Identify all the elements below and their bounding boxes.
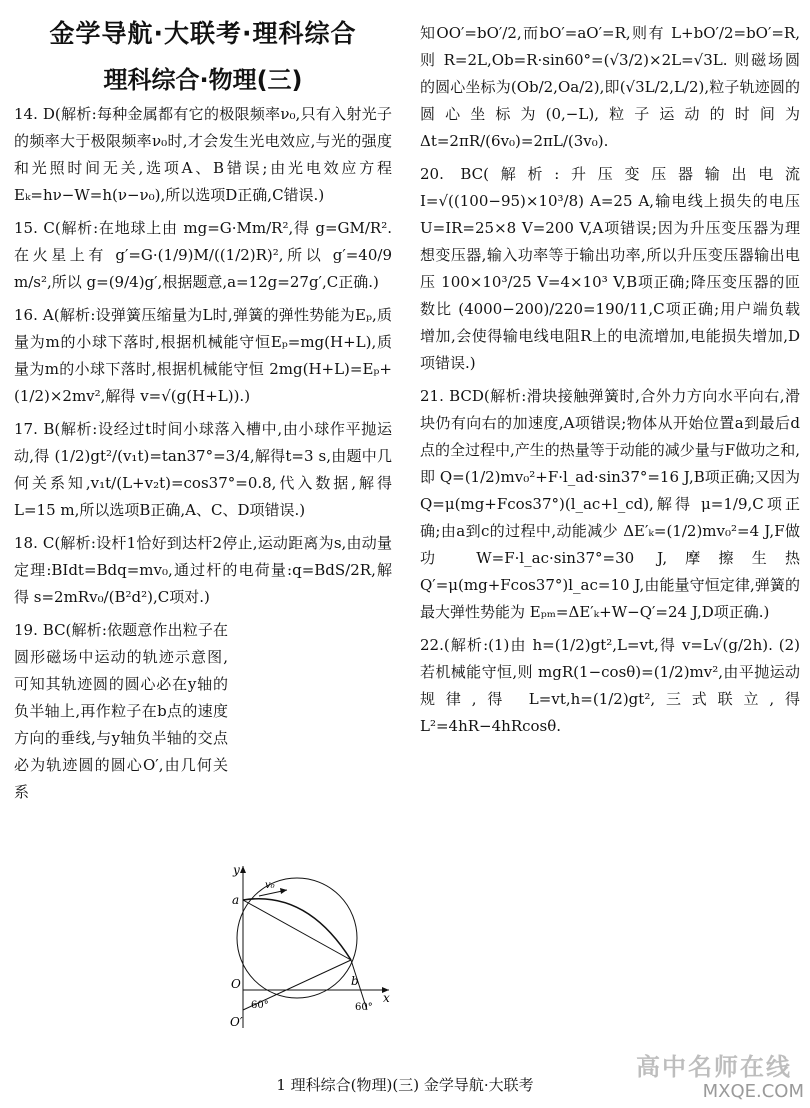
- label-v0: v₀: [265, 880, 275, 891]
- right-column: [420, 0, 800, 740]
- page-title: 金学导航·大联考·理科综合: [49, 19, 357, 48]
- label-angle-left: 60°: [251, 1000, 269, 1011]
- y-axis-arrow: [240, 866, 246, 873]
- page-footer: 1 理科综合(物理)(三) 金学导航·大联考: [276, 1076, 534, 1094]
- answer-q19-continued: 知OO′=bO′/2,而bO′=aO′=R,则有 L+bO′/2=bO′=R,则 R=2L,Ob=R·sin60°=(√3/2)×2L=√3L. 则磁场圆的圆心坐标为(Ob/2,Oa/2),即(√3L/2,L/2),粒子轨迹圆的圆心坐标为(0,−L),粒子运动的时间为 Δt=2πR/(6v₀)=2πL/(3v₀).: [420, 24, 800, 150]
- label-angle-right: 60°: [355, 1002, 373, 1013]
- answer-q19: 19. BC(解析:依题意作出粒子在圆形磁场中运动的轨迹示意图,可知其轨迹圆的圆心必在y轴的负半轴上,再作粒子在b点的速度方向的垂线,与y轴负半轴的交点必为轨迹圆的圆心O′,由几何关系: [14, 621, 228, 801]
- label-o: O: [231, 977, 241, 991]
- answer-q18: 18. C(解析:设杆1恰好到达杆2停止,运动距离为s,由动量定理:BIdt=Bdq=mv₀,通过杆的电荷量:q=BdS/2R,解得 s=2mRv₀/(B²d²),C项对.): [14, 534, 392, 606]
- page-subtitle: 理科综合·物理(三): [103, 66, 303, 94]
- label-b: b: [351, 974, 359, 988]
- field-circle: [237, 878, 357, 998]
- watermark-logo: 高中名师在线: [636, 1053, 792, 1081]
- label-o-prime: O′: [230, 1015, 243, 1029]
- header: [14, 14, 392, 95]
- label-x: x: [383, 991, 390, 1005]
- left-column: [14, 0, 392, 806]
- answer-q20: 20. BC(解析:升压变压器输出电流 I=√((100−95)×10³/8) A=25 A,输电线上损失的电压U=IR=25×8 V=200 V,A项错误;因为升压变压器为理想变压器,输入功率等于输出功率,所以升压变压器输出电压 100×10³/25 V=4×10³ V,B项正确;降压变压器的匝数比 (4000−200)/220=190/11,C项正确;用户端负载增加,会使得输电线电阻R上的电流增加,电能损失增加,D项错误.): [420, 165, 800, 372]
- answer-q16: 16. A(解析:设弹簧压缩量为L时,弹簧的弹性势能为Eₚ,质量为m的小球下落时,根据机械能守恒Eₚ=mg(H+L),质量为m的小球下落时,根据机械能守恒 2mg(H+L)=Eₚ+(1/2)×2mv²,解得 v=√(g(H+L)).): [14, 306, 392, 405]
- answer-q14: 14. D(解析:每种金属都有它的极限频率ν₀,只有入射光子的频率大于极限频率ν₀时,才会发生光电效应,与光的强度和光照时间无关,选项A、B错误;由光电效应方程Eₖ=hν−W=h(ν−ν₀),所以选项D正确,C错误.): [14, 105, 392, 204]
- answer-q15: 15. C(解析:在地球上由 mg=G·Mm/R²,得 g=GM/R². 在火星上有 g′=G·(1/9)M/((1/2)R)²,所以 g′=40/9 m/s²,所以 g=(9/4)g′,根据题意,a=12g=27g′,C正确.): [14, 219, 392, 291]
- watermark-site: MXQE.COM: [702, 1081, 804, 1102]
- label-a: a: [232, 893, 240, 907]
- answer-q22: 22.(解析:(1)由 h=(1/2)gt²,L=vt,得 v=L√(g/2h). (2)若机械能守恒,则 mgR(1−cosθ)=(1/2)mv²,由平抛运动规律,得 L=vt,h=(1/2)gt²,三式联立,得 L²=4hR−4hRcosθ.: [420, 636, 800, 735]
- magnetic-field-figure: [229, 860, 394, 1030]
- chord-ab: [243, 900, 351, 960]
- answer-q17: 17. B(解析:设经过t时间小球落入槽中,由小球作平抛运动,得 (1/2)gt²/(v₁t)=tan37°=3/4,解得t=3 s,由题中几何关系知,v₁t/(L+v₂t)=cos37°=0.8,代入数据,解得L=15 m,所以选项B正确,A、C、D项错误.): [14, 420, 392, 519]
- answer-q21: 21. BCD(解析:滑块接触弹簧时,合外力方向水平向右,滑块仍有向右的加速度,A项错误;物体从开始位置a到最后d点的全过程中,产生的热量等于动能的减少量与F做功之和,即 Q=(1/2)mv₀²+F·l_ad·sin37°=16 J,B项正确;又因为 Q=μ(mg+Fcos37°)(l_ac+l_cd),解得 μ=1/9,C项正确;由a到c的过程中,动能减少 ΔE′ₖ=(1/2)mv₀²=4 J,F做功 W=F·l_ac·sin37°=30 J,摩擦生热 Q′=μ(mg+Fcos37°)l_ac=10 J,由能量守恒定律,弹簧的最大弹性势能为 Eₚₘ=ΔE′ₖ+W−Q′=24 J,D项正确.): [420, 387, 800, 621]
- label-y: y: [233, 863, 240, 877]
